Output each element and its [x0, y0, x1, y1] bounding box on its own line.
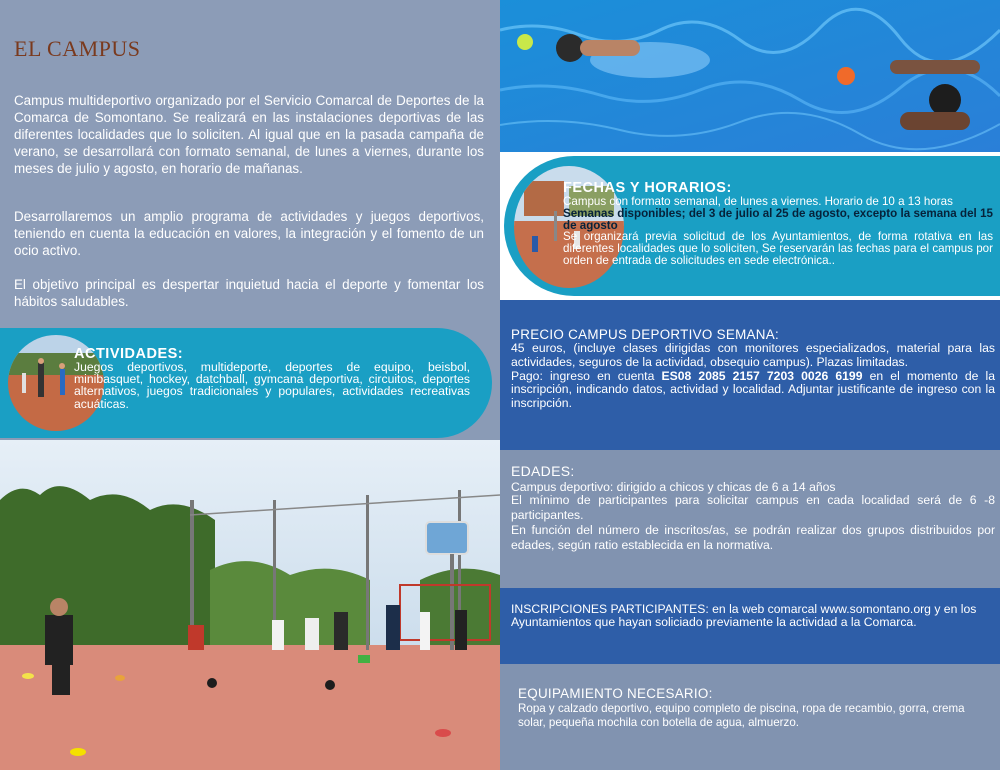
pago-suffix: en el momento de la inscripción, indicando datos, actividad y localidad. Adjuntar justificante de ingreso con la inscripción. [511, 368, 996, 411]
pago-prefix: Pago: ingreso en cuenta [511, 368, 662, 383]
campus-paragraph-3: El objetivo principal es despertar inquietud hacia el deporte y fomentar los hábitos saludables. [14, 277, 484, 309]
precio-title: PRECIO CAMPUS DEPORTIVO SEMANA: [511, 327, 779, 342]
campus-paragraph-2: Desarrollaremos un amplio programa de actividades y juegos deportivos, teniendo en cuenta la educación en valores, la integración y el fomento de un ocio activo. [14, 209, 484, 258]
fechas-line-3: Se organizará previa solicitud de los Ayuntamientos, de forma rotativa en las diferentes localidades que lo soliciten, Se reservarán las fechas para el campus por orden de entrada de solicitudes en sede electrónica.. [563, 230, 993, 267]
edades-line-2: El mínimo de participantes para solicitar campus en cada localidad será de 6 -8 participantes. [511, 493, 995, 522]
edades-line-1: Campus deportivo: dirigido a chicos y chicas de 6 a 14 años [511, 480, 836, 494]
edades-title: EDADES: [511, 463, 575, 479]
edades-line-3: En función del número de inscritos/as, se podrán realizar dos grupos distribuidos por edades, según ratio establecida en la normativa. [511, 523, 995, 552]
actividades-title: ACTIVIDADES: [74, 346, 184, 362]
precio-pago [511, 370, 995, 411]
fechas-line-1: Campus con formato semanal, de lunes a viernes. Horario de 10 a 13 horas [563, 195, 953, 208]
inscripciones-text: INSCRIPCIONES PARTICIPANTES: en la web comarcal www.somontano.org y en los Ayuntamientos que hayan soliciado previamente la actividad a la Comarca. [511, 602, 977, 629]
fechas-line-2: Semanas disponibles; del 3 de julio al 25 de agosto, excepto la semana del 15 de agosto [563, 206, 993, 232]
fechas-title: FECHAS Y HORARIOS: [563, 180, 732, 196]
edades-text [511, 481, 995, 553]
campus-title: EL CAMPUS [14, 36, 141, 61]
actividades-text: Juegos deportivos, multideporte, deportes de equipo, beisbol, minibasquet, hockey, datchball, gymcana deportiva, circuitos, deportes alternativos, juegos tradicionales y populares, actividades recreativas acuáticas. [74, 360, 470, 411]
pool-photo [500, 0, 1000, 152]
precio-text [511, 342, 995, 411]
iban: ES08 2085 2157 7203 0026 6199 [661, 368, 863, 383]
court-photo [0, 440, 500, 770]
precio-line-1: 45 euros, (incluye clases dirigidas con monitores especializados, material para las actividades, seguros de la actividad, obsequio campus). Plazas limitadas. [511, 341, 995, 369]
campus-paragraph-1: Campus multideportivo organizado por el Servicio Comarcal de Deportes de la Comarca de Somontano. Se realizará en las instalaciones deportivas de las diferentes localidades que lo soliciten. Al igual que en la pasada campaña de verano, se desarrollará con formato semanal, de lunes a viernes, durante los meses de julio y agosto, en horario de mañanas. [14, 93, 484, 176]
equipamiento-text: Ropa y calzado deportivo, equipo completo de piscina, ropa de recambio, gorra, crema solar, pequeña mochila con botella de agua, almuerzo. [518, 702, 965, 729]
equipamiento-title: EQUIPAMIENTO NECESARIO: [518, 686, 713, 701]
fechas-text [563, 196, 993, 267]
